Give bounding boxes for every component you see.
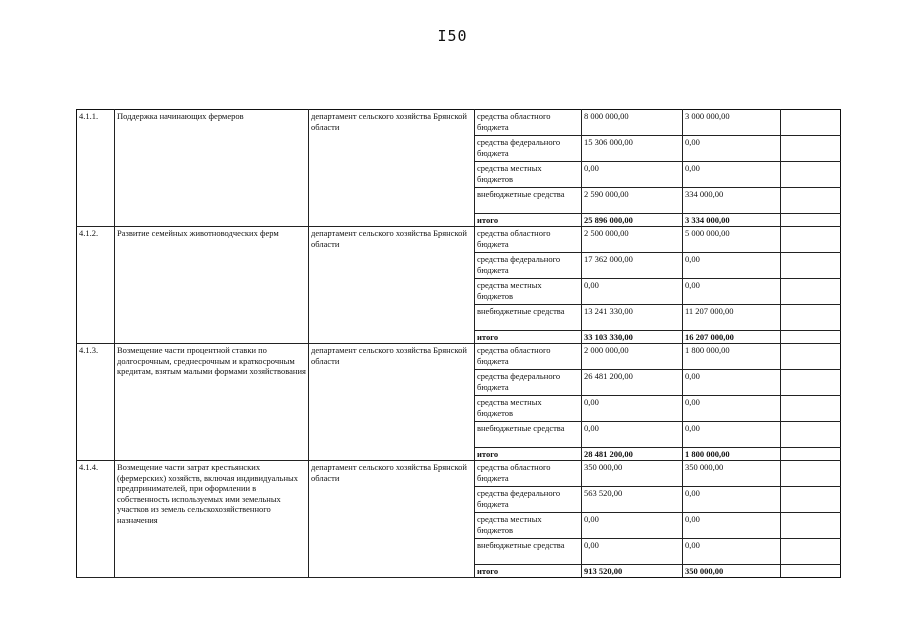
funding-amount-1: 0,00 [582, 162, 683, 188]
empty-cell [781, 305, 841, 331]
funding-amount-1: 2 000 000,00 [582, 344, 683, 370]
funding-source: средства областного бюджета [475, 461, 582, 487]
empty-cell [781, 331, 841, 344]
funding-amount-2: 0,00 [683, 422, 781, 448]
funding-source: средства местных бюджетов [475, 279, 582, 305]
empty-cell [781, 162, 841, 188]
empty-cell [781, 487, 841, 513]
funding-amount-2: 0,00 [683, 279, 781, 305]
page-number: I50 [437, 27, 468, 45]
funding-source: средства местных бюджетов [475, 513, 582, 539]
empty-cell [781, 279, 841, 305]
empty-cell [781, 565, 841, 578]
total-label: итого [475, 448, 582, 461]
empty-cell [781, 539, 841, 565]
table-row [77, 461, 841, 487]
funding-source: средства федерального бюджета [475, 370, 582, 396]
funding-amount-2: 350 000,00 [683, 461, 781, 487]
funding-amount-2: 0,00 [683, 513, 781, 539]
funding-amount-1: 0,00 [582, 539, 683, 565]
activity-executor: департамент сельского хозяйства Брянской области [309, 227, 475, 344]
empty-cell [781, 370, 841, 396]
activity-executor: департамент сельского хозяйства Брянской области [309, 461, 475, 578]
funding-amount-1: 2 590 000,00 [582, 188, 683, 214]
activity-code: 4.1.2. [77, 227, 115, 344]
funding-amount-2: 0,00 [683, 162, 781, 188]
funding-amount-1: 26 481 200,00 [582, 370, 683, 396]
funding-source: средства федерального бюджета [475, 136, 582, 162]
funding-amount-1: 2 500 000,00 [582, 227, 683, 253]
empty-cell [781, 136, 841, 162]
empty-cell [781, 396, 841, 422]
total-label: итого [475, 331, 582, 344]
funding-source: средства областного бюджета [475, 227, 582, 253]
total-label: итого [475, 214, 582, 227]
table-row [77, 110, 841, 136]
funding-amount-2: 0,00 [683, 136, 781, 162]
table-row [77, 344, 841, 370]
funding-amount-1: 0,00 [582, 396, 683, 422]
activity-code: 4.1.3. [77, 344, 115, 461]
funding-amount-2: 11 207 000,00 [683, 305, 781, 331]
empty-cell [781, 110, 841, 136]
empty-cell [781, 422, 841, 448]
empty-cell [781, 461, 841, 487]
funding-source: внебюджетные средства [475, 305, 582, 331]
total-amount-2: 350 000,00 [683, 565, 781, 578]
activity-executor: департамент сельского хозяйства Брянской области [309, 110, 475, 227]
funding-amount-1: 8 000 000,00 [582, 110, 683, 136]
funding-amount-2: 0,00 [683, 487, 781, 513]
total-amount-1: 33 103 330,00 [582, 331, 683, 344]
funding-amount-2: 0,00 [683, 396, 781, 422]
activity-name: Поддержка начинающих фермеров [115, 110, 309, 227]
empty-cell [781, 513, 841, 539]
funding-source: внебюджетные средства [475, 422, 582, 448]
funding-amount-1: 15 306 000,00 [582, 136, 683, 162]
funding-source: средства областного бюджета [475, 110, 582, 136]
total-label: итого [475, 565, 582, 578]
funding-amount-2: 0,00 [683, 370, 781, 396]
activity-executor: департамент сельского хозяйства Брянской области [309, 344, 475, 461]
empty-cell [781, 214, 841, 227]
funding-source: внебюджетные средства [475, 188, 582, 214]
program-activities-table [76, 109, 841, 578]
funding-amount-2: 5 000 000,00 [683, 227, 781, 253]
activity-code: 4.1.4. [77, 461, 115, 578]
total-amount-1: 25 896 000,00 [582, 214, 683, 227]
funding-source: средства местных бюджетов [475, 162, 582, 188]
total-amount-2: 1 800 000,00 [683, 448, 781, 461]
total-amount-2: 16 207 000,00 [683, 331, 781, 344]
activity-name: Развитие семейных животноводческих ферм [115, 227, 309, 344]
total-amount-2: 3 334 000,00 [683, 214, 781, 227]
activity-name: Возмещение части затрат крестьянских (фермерских) хозяйств, включая индивидуальных предпринимателей, при оформлении в собственность используемых ими земельных участков из земель сельскохозяйственного назначения [115, 461, 309, 578]
funding-source: средства областного бюджета [475, 344, 582, 370]
empty-cell [781, 253, 841, 279]
funding-source: средства местных бюджетов [475, 396, 582, 422]
funding-amount-1: 0,00 [582, 279, 683, 305]
funding-amount-1: 563 520,00 [582, 487, 683, 513]
empty-cell [781, 227, 841, 253]
activity-name: Возмещение части процентной ставки по долгосрочным, среднесрочным и краткосрочным кредитам, взятым малыми формами хозяйствования [115, 344, 309, 461]
empty-cell [781, 344, 841, 370]
funding-amount-2: 3 000 000,00 [683, 110, 781, 136]
funding-amount-1: 350 000,00 [582, 461, 683, 487]
funding-amount-1: 13 241 330,00 [582, 305, 683, 331]
funding-amount-2: 1 800 000,00 [683, 344, 781, 370]
funding-amount-2: 334 000,00 [683, 188, 781, 214]
funding-source: средства федерального бюджета [475, 253, 582, 279]
funding-source: средства федерального бюджета [475, 487, 582, 513]
total-amount-1: 28 481 200,00 [582, 448, 683, 461]
funding-amount-2: 0,00 [683, 539, 781, 565]
funding-amount-1: 17 362 000,00 [582, 253, 683, 279]
table-row [77, 227, 841, 253]
activity-code: 4.1.1. [77, 110, 115, 227]
empty-cell [781, 188, 841, 214]
funding-amount-2: 0,00 [683, 253, 781, 279]
funding-amount-1: 0,00 [582, 422, 683, 448]
total-amount-1: 913 520,00 [582, 565, 683, 578]
funding-amount-1: 0,00 [582, 513, 683, 539]
empty-cell [781, 448, 841, 461]
funding-source: внебюджетные средства [475, 539, 582, 565]
